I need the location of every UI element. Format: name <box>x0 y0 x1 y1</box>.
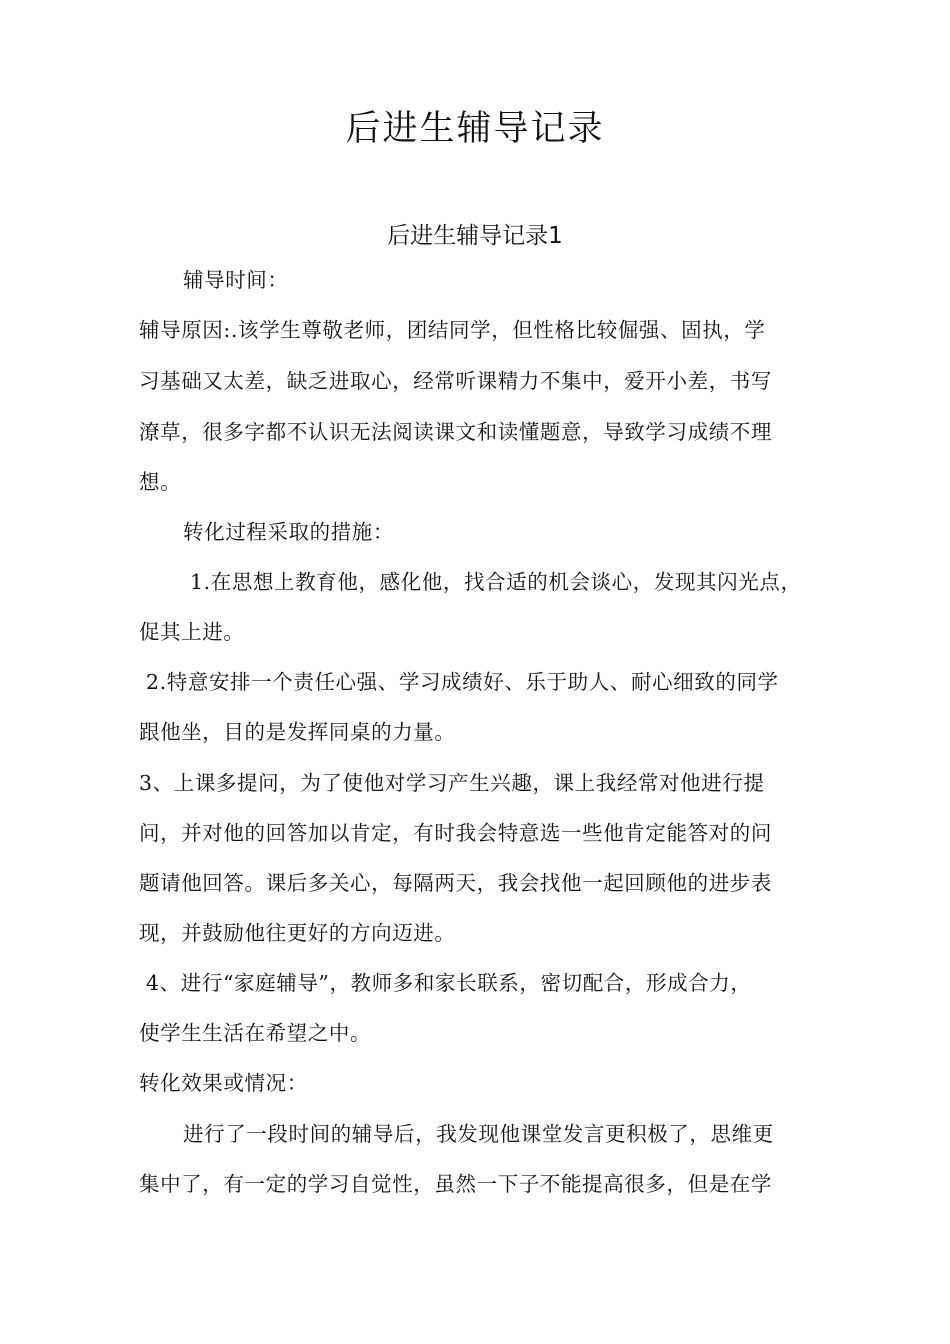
text-line: 题请他回答。课后多关心，每隔两天，我会找他一起回顾他的进步表 <box>139 871 772 895</box>
text-line: 现，并鼓励他往更好的方向迈进。 <box>139 921 456 945</box>
text-line: 跟他坐，目的是发挥同桌的力量。 <box>139 720 456 744</box>
text-line: 转化过程采取的措施： <box>183 520 394 544</box>
text-line: 进行了一段时间的辅导后，我发现他课堂发言更积极了，思维更 <box>183 1122 774 1146</box>
text-line: 习基础又太差，缺乏进取心，经常听课精力不集中，爱开小差，书写 <box>139 369 772 393</box>
text-line: 集中了，有一定的学习自觉性，虽然一下子不能提高很多，但是在学 <box>139 1172 772 1196</box>
section-title: 后进生辅导记录1 <box>387 223 563 249</box>
text-line: 辅导原因:.该学生尊敬老师，团结同学，但性格比较倔强、固执，学 <box>139 318 766 342</box>
text-line: 4、进行“家庭辅导”，教师多和家长联系，密切配合，形成合力， <box>146 971 752 995</box>
text-line: 想。 <box>139 470 182 494</box>
document-title: 后进生辅导记录 <box>345 109 605 149</box>
text-line: 转化效果或情况： <box>139 1071 308 1095</box>
text-line: 问，并对他的回答加以肯定，有时我会特意选一些他肯定能答对的问 <box>139 821 772 845</box>
text-line: 使学生生活在希望之中。 <box>139 1021 372 1045</box>
text-line: 1.在思想上教育他，感化他，找合适的机会谈心，发现其闪光点， <box>190 570 802 594</box>
text-line: 2.特意安排一个责任心强、学习成绩好、乐于助人、耐心细致的同学 <box>146 670 779 694</box>
text-line: 促其上进。 <box>139 620 245 644</box>
text-line: 辅导时间： <box>183 268 289 292</box>
text-line: 潦草，很多字都不认识无法阅读课文和读懂题意，导致学习成绩不理 <box>139 420 772 444</box>
text-line: 3、上课多提问，为了使他对学习产生兴趣，课上我经常对他进行提 <box>139 771 765 795</box>
